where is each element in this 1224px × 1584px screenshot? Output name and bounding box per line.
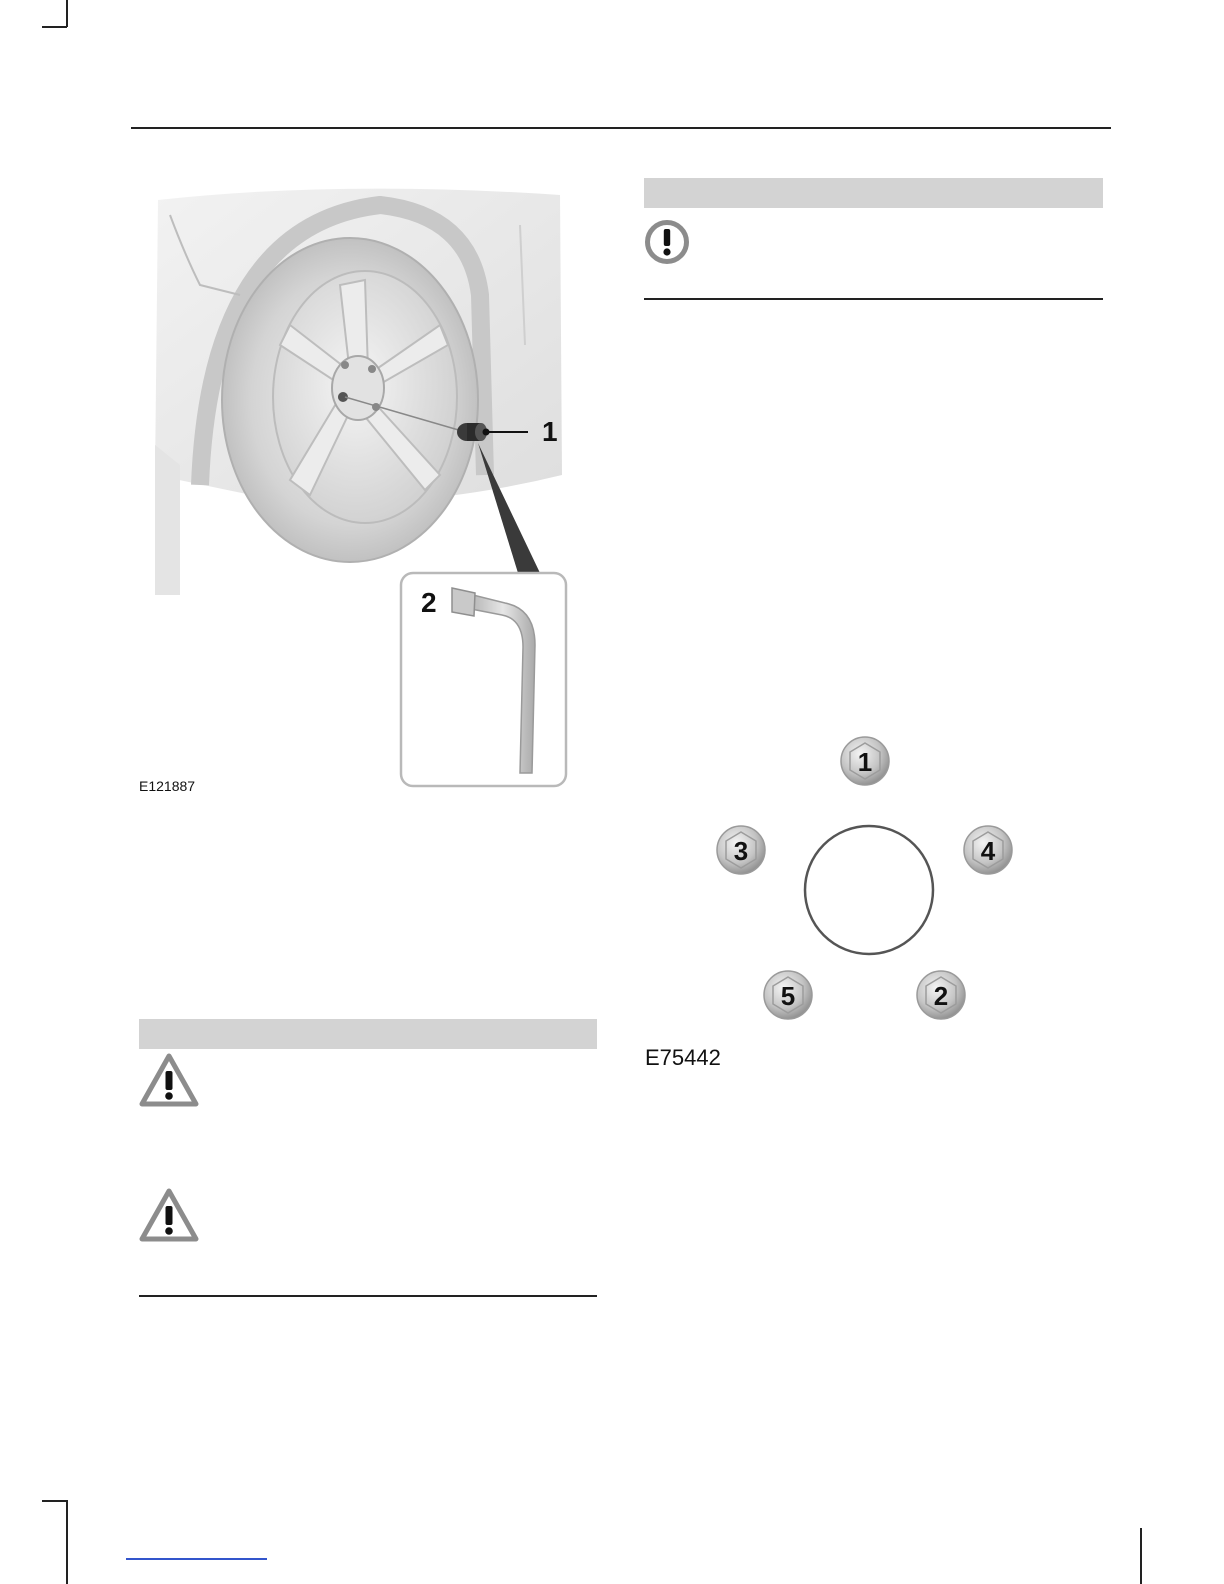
lug-nut-1 xyxy=(841,737,889,785)
warning-triangle-icon xyxy=(139,1188,199,1242)
footer-link-underline[interactable] xyxy=(126,1558,267,1560)
locking-key-socket xyxy=(452,588,475,616)
lug-nut-label-1: 1 xyxy=(857,747,873,777)
figure-code-lug-nut-sequence: E75442 xyxy=(645,1045,721,1070)
lug-nut-label-4: 4 xyxy=(980,836,996,866)
exclamation-circle-icon xyxy=(644,219,690,265)
crop-mark-top-left-horizontal xyxy=(42,26,67,28)
section-end-rule-left xyxy=(139,1295,597,1297)
figure-code-wheel-lock: E121887 xyxy=(139,778,196,794)
hub-circle xyxy=(805,826,933,954)
callout-2: 2 xyxy=(421,587,437,618)
warning-triangle-icon xyxy=(139,1053,199,1107)
header-rule xyxy=(131,127,1111,129)
crop-mark-top-left-vertical xyxy=(66,0,68,27)
section-heading-bar-left xyxy=(139,1019,597,1049)
lug-nut-label-2: 2 xyxy=(933,981,949,1011)
car-body-lower xyxy=(155,445,180,595)
lug-nut-label-5: 5 xyxy=(780,981,796,1011)
lug-nut-5 xyxy=(764,971,812,1019)
crop-mark-bottom-left-horizontal xyxy=(42,1500,67,1502)
lug-nut-3 xyxy=(717,826,765,874)
wheel-lock-figure xyxy=(140,175,580,795)
crop-mark-bottom-right-vertical xyxy=(1140,1528,1142,1584)
lug-nut-sequence-figure xyxy=(700,725,1040,1035)
lug-nut-diagram xyxy=(700,725,1040,1035)
callout-1: 1 xyxy=(542,416,558,447)
lug-nut-4 xyxy=(964,826,1012,874)
crop-mark-bottom-left-vertical xyxy=(66,1500,68,1584)
lug-nut-label-3: 3 xyxy=(733,836,749,866)
section-end-rule-right xyxy=(644,298,1103,300)
wheel-lock-illustration xyxy=(140,175,580,795)
lug-nut-2 xyxy=(917,971,965,1019)
section-heading-bar-right xyxy=(644,178,1103,208)
